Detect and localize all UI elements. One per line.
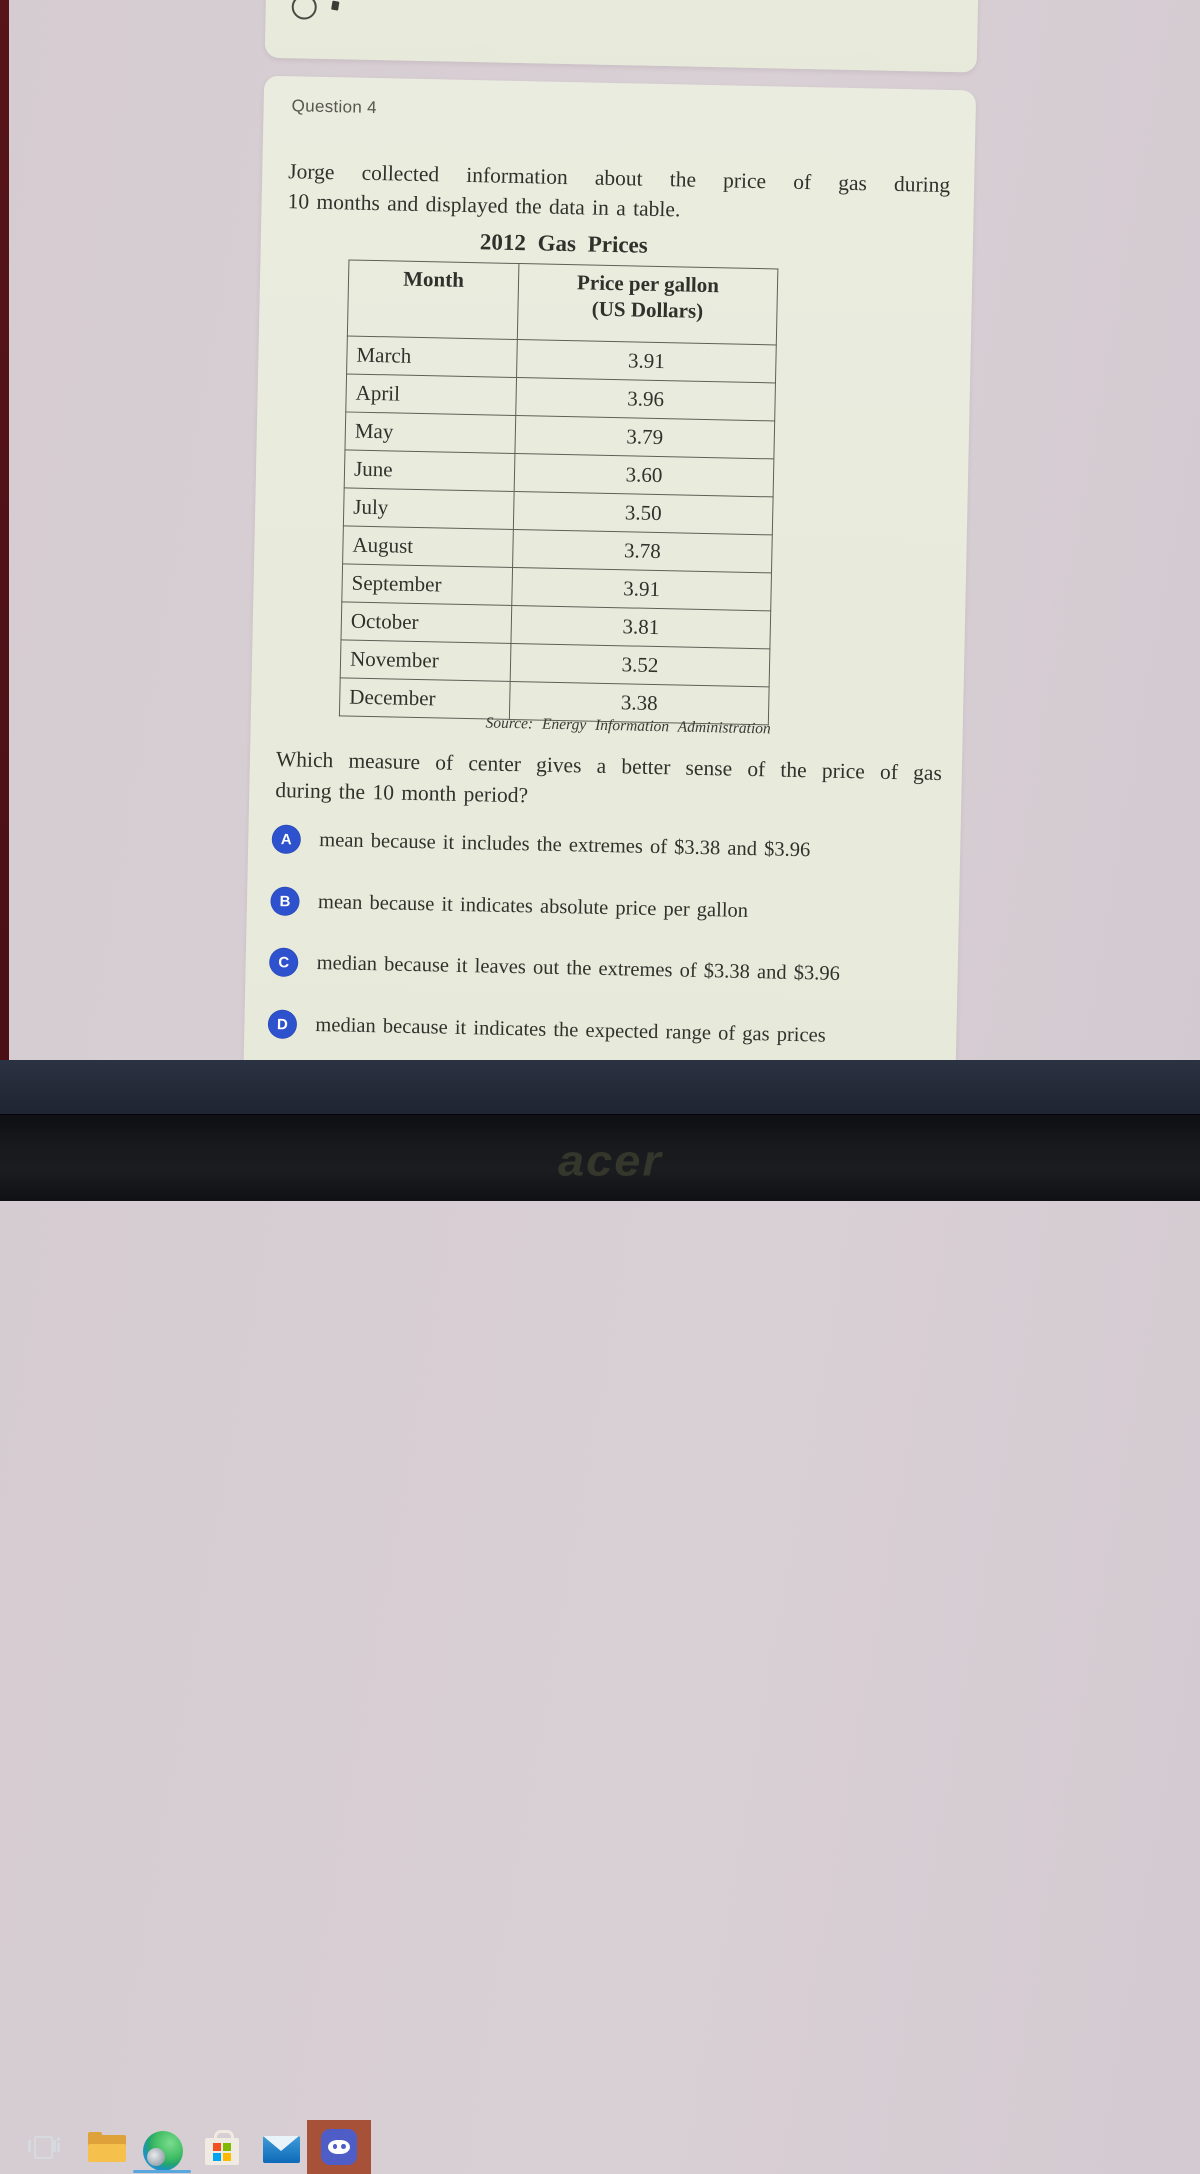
text-fragment xyxy=(331,1,339,11)
screen-edge-strip xyxy=(0,0,9,1114)
task-view-glyph-part xyxy=(53,2140,56,2152)
table-cell-month: October xyxy=(341,602,512,644)
mail-icon[interactable] xyxy=(263,2136,300,2163)
prompt-line-2: during the 10 month period? xyxy=(275,778,529,808)
discord-eye xyxy=(341,2144,346,2149)
discord-logo xyxy=(321,2129,357,2165)
discord-eye xyxy=(333,2144,338,2149)
intro-line-1: Jorge collected information about the price of gas during xyxy=(288,159,951,198)
table-cell-month: September xyxy=(342,564,513,606)
table-cell-month: August xyxy=(343,526,514,568)
table-cell-month: November xyxy=(340,640,511,682)
ms-logo-square xyxy=(213,2143,221,2151)
previous-question-card xyxy=(265,0,980,73)
column-header-price xyxy=(517,264,778,345)
ms-logo-square xyxy=(213,2153,221,2161)
edge-active-underline xyxy=(133,2170,191,2173)
microsoft-logo xyxy=(213,2143,231,2161)
edge-browser-icon[interactable] xyxy=(143,2131,183,2171)
table-cell-price: 3.81 xyxy=(511,605,771,648)
microsoft-store-icon[interactable] xyxy=(205,2130,241,2166)
option-c-text: median because it leaves out the extremes of $3.38 and $3.96 xyxy=(316,951,841,985)
price-header-line-1: Price per gallon xyxy=(576,270,720,298)
acer-logo: acer xyxy=(558,1136,663,1185)
file-explorer-icon[interactable] xyxy=(88,2135,126,2164)
question-intro xyxy=(287,156,950,230)
answer-option-a[interactable] xyxy=(272,824,811,865)
table-cell-price: 3.60 xyxy=(514,453,774,496)
table-cell-month: June xyxy=(344,450,515,492)
table-cell-month: April xyxy=(346,374,517,416)
option-c-badge[interactable]: C xyxy=(269,948,298,977)
question-card xyxy=(243,76,976,1091)
table-cell-month: March xyxy=(347,336,518,378)
task-view-icon[interactable] xyxy=(26,2133,64,2163)
table-header-row xyxy=(347,260,777,345)
table-title: 2012 Gas Prices xyxy=(479,229,649,258)
table-cell-price: 3.91 xyxy=(512,567,772,610)
option-d-text: median because it indicates the expected range of gas prices xyxy=(315,1013,826,1047)
windows-taskbar xyxy=(0,1060,1200,1114)
answer-option-c[interactable] xyxy=(269,947,840,989)
question-prompt xyxy=(275,744,942,820)
ms-logo-square xyxy=(223,2153,231,2161)
radio-option-partial[interactable] xyxy=(291,0,317,20)
table-cell-price: 3.78 xyxy=(513,529,773,572)
option-a-text: mean because it includes the extremes of $3.38 and $3.96 xyxy=(319,828,811,861)
laptop-bezel xyxy=(0,1114,1200,1201)
price-header-line-2: (US Dollars) xyxy=(591,296,704,323)
option-a-badge[interactable]: A xyxy=(272,825,301,854)
table-cell-month: July xyxy=(343,488,514,530)
task-view-glyph-part xyxy=(34,2136,53,2159)
task-view-glyph-part xyxy=(57,2137,61,2141)
answer-option-b[interactable] xyxy=(271,886,749,926)
table-cell-price: 3.52 xyxy=(510,643,770,686)
answer-option-d[interactable] xyxy=(268,1009,826,1051)
table-cell-price: 3.79 xyxy=(515,416,775,459)
gas-price-table xyxy=(339,259,778,725)
folder-front xyxy=(88,2144,126,2162)
table-cell-price: 3.50 xyxy=(513,491,773,534)
mail-envelope-flap xyxy=(263,2136,299,2151)
task-view-glyph-part xyxy=(28,2140,31,2152)
discord-face xyxy=(328,2140,350,2154)
question-number-label: Question 4 xyxy=(291,96,378,118)
task-view-glyph-part xyxy=(57,2143,60,2152)
discord-icon[interactable] xyxy=(307,2120,371,2174)
ms-logo-square xyxy=(223,2143,231,2151)
edge-swirl-detail xyxy=(147,2148,165,2166)
table-cell-price: 3.96 xyxy=(516,378,776,421)
option-d-badge[interactable]: D xyxy=(268,1010,297,1039)
table-cell-price: 3.38 xyxy=(509,681,769,724)
table-cell-month: May xyxy=(345,412,516,454)
intro-line-2: 10 months and displayed the data in a table. xyxy=(287,189,681,222)
column-header-month: Month xyxy=(347,260,519,340)
option-b-badge[interactable]: B xyxy=(271,887,300,916)
prompt-line-1: Which measure of center gives a better sense of the price of gas xyxy=(275,747,943,786)
table-cell-month: December xyxy=(339,678,510,720)
table-source: Source: Energy Information Administration xyxy=(485,714,771,738)
table-cell-price: 3.91 xyxy=(517,340,777,383)
option-b-text: mean because it indicates absolute price per gallon xyxy=(317,890,749,922)
